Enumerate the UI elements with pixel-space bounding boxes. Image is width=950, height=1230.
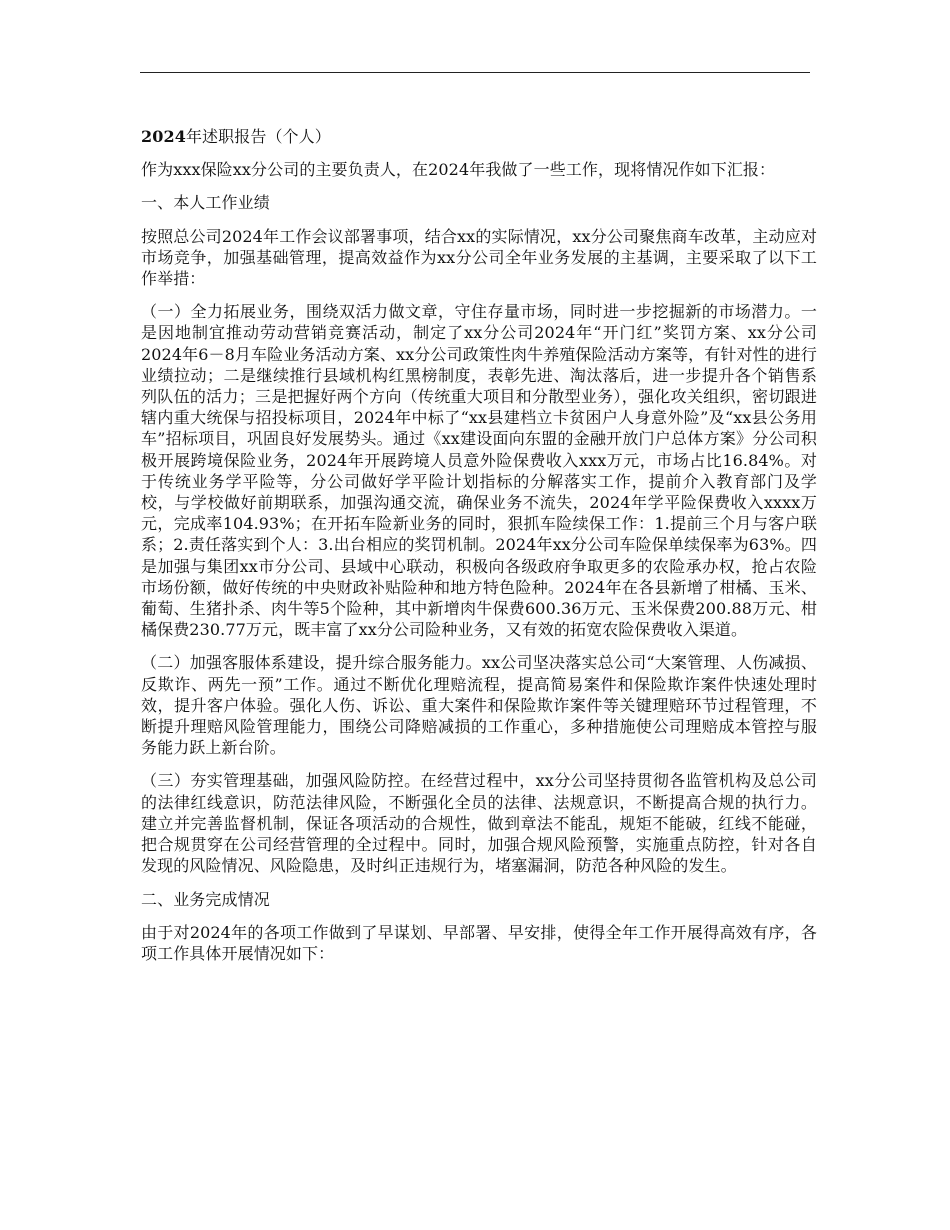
section-heading-2: 二、业务完成情况 [141,889,270,909]
document-title [141,126,817,147]
section2-intro-paragraph: 由于对2024年的各项工作做到了早谋划、早部署、早安排，使得全年工作开展得高效有序，各项工作具体开展情况如下： [141,922,817,963]
section-heading-1: 一、本人工作业绩 [141,193,270,213]
section1-part3-paragraph: （三）夯实管理基础，加强风险防控。在经营过程中，xx分公司坚持贯彻各监管机构及总公司的法律红线意识，防范法律风险，不断强化全员的法律、法规意识，不断提高合规的执行力。建立并完善监督机制，保证各项活动的合规性，做到章法不能乱，规矩不能破，红线不能碰，把合规贯穿在公司经营管理的全过程中。同时，加强合规风险预警，实施重点防控，针对各自发现的风险情况、风险隐患，及时纠正违规行为，堵塞漏洞，防范各种风险的发生。 [141,771,817,876]
section1-part2-paragraph: （二）加强客服体系建设，提升综合服务能力。xx公司坚决落实总公司“大案管理、人伤减损、反欺诈、两先一预”工作。通过不断优化理赔流程，提高简易案件和保险欺诈案件快速处理时效，提升客户体验。强化人伤、诉讼、重大案件和保险欺诈案件等关键理赔环节过程管理，不断提升理赔风险管理能力，围绕公司降赔减损的工作重心，多种措施使公司理赔成本管控与服务能力跃上新台阶。 [141,653,817,758]
section1-part1-paragraph: （一）全力拓展业务，围绕双活力做文章，守住存量市场，同时进一步挖掘新的市场潜力。一是因地制宜推动劳动营销竞赛活动，制定了xx分公司2024年“开门红”奖罚方案、xx分公司2024年6－8月车险业务活动方案、xx分公司政策性肉牛养殖保险活动方案等，有针对性的进行业绩拉动；二是继续推行县域机构红黑榜制度，表彰先进、淘汰落后，进一步提升各个销售系列队伍的活力；三是把握好两个方向（传统重大项目和分散型业务），强化攻关组织，密切跟进辖内重大统保与招投标项目，2024年中标了“xx县建档立卡贫困户人身意外险”及“xx县公务用车”招标项目，巩固良好发展势头。通过《xx建设面向东盟的金融开放门户总体方案》分公司积极开展跨境保险业务，2024年开展跨境人员意外险保费收入xxx万元，市场占比16.84%。对于传统业务学平险等，分公司做好学平险计划指标的分解落实工作，提前介入教育部门及学校，与学校做好前期联系，加强沟通交流，确保业务不流失，2024年学平险保费收入xxxx万元，完成率104.93%；在开拓车险新业务的同时，狠抓车险续保工作：1.提前三个月与客户联系；2.责任落实到个人：3.出台相应的奖罚机制。2024年xx分公司车险保单续保率为63%。四是加强与集团xx市分公司、县域中心联动，积极向各级政府争取更多的农险承办权，抢占农险市场份额，做好传统的中央财政补贴险种和地方特色险种。2024年在各县新增了柑橘、玉米、葡萄、生猪扑杀、肉牛等5个险种，其中新增肉牛保费600.36万元、玉米保费200.88万元、柑橘保费230.77万元，既丰富了xx分公司险种业务，又有效的拓宽农险保费收入渠道。 [141,302,817,640]
header-rule [140,72,810,73]
title-text: 年述职报告（个人） [185,127,331,146]
intro-paragraph: 作为xxx保险xx分公司的主要负责人，在2024年我做了一些工作，现将情况作如下汇报： [141,160,776,180]
title-year: 2024 [141,127,186,146]
document-body [141,126,817,976]
section1-overview-paragraph: 按照总公司2024年工作会议部署事项，结合xx的实际情况，xx分公司聚焦商车改革，主动应对市场竞争，加强基础管理，提高效益作为xx分公司全年业务发展的主基调，主要采取了以下工作举措： [141,226,817,289]
